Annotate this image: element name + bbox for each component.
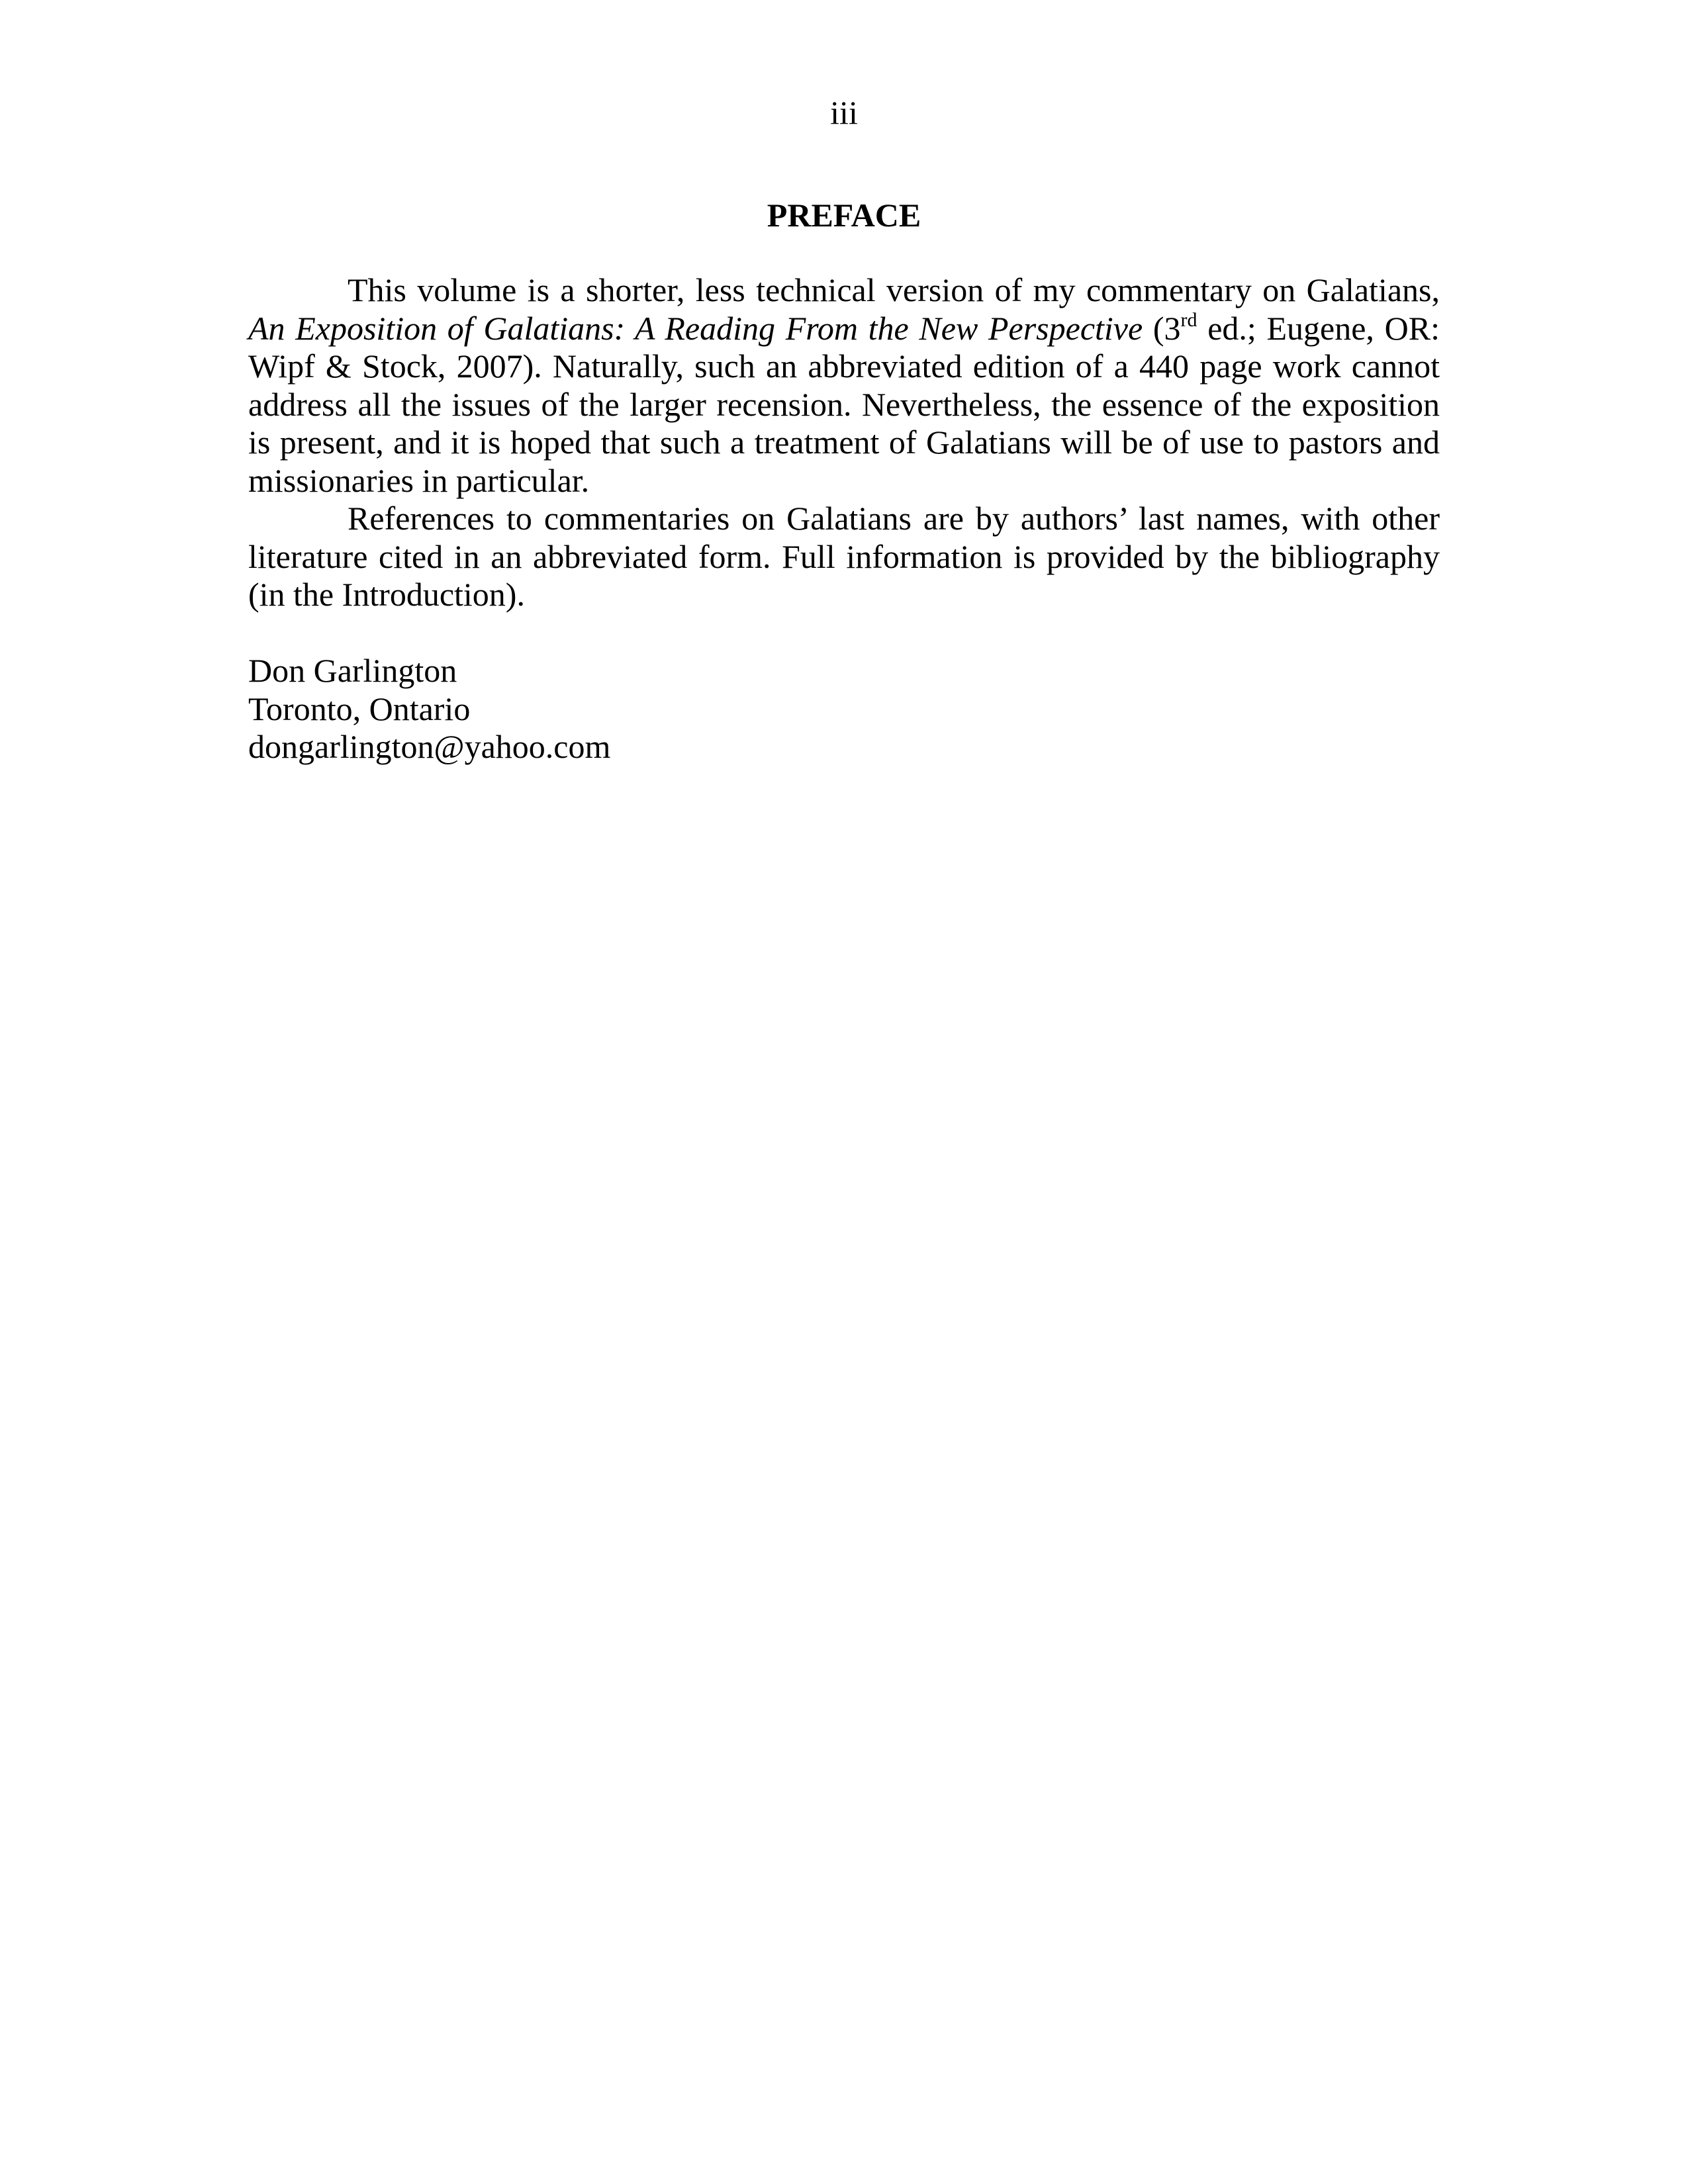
paragraph-1-text-end: ed.; Eugene, OR: Wipf & Stock, 2007). Naturally, such an abbreviated edition of a 440 page work cannot address all the issues of the larger recension. Nevertheless, the essence of the exposition is present, and it is hoped that such a treatment of Galatians will be of use to pastors and missionaries in particular. <box>248 309 1440 499</box>
paragraph-1-text-edition: (3 <box>1143 309 1181 347</box>
author-email: dongarlington@yahoo.com <box>248 728 611 765</box>
paragraph-1 <box>248 271 1440 500</box>
page-number: iii <box>830 94 858 131</box>
author-location: Toronto, Ontario <box>248 690 471 727</box>
ordinal-superscript: rd <box>1180 308 1197 331</box>
paragraph-2: References to commentaries on Galatians are by authors’ last names, with other literature cited in an abbreviated form. Full information is provided by the bibliography (in the Introduction). <box>248 500 1440 613</box>
author-name: Don Garlington <box>248 652 457 689</box>
signature-block <box>248 652 1440 766</box>
book-title: An Exposition of Galatians: A Reading From the New Perspective <box>248 309 1143 347</box>
preface-body <box>248 271 1440 766</box>
page-heading: PREFACE <box>767 197 921 234</box>
paragraph-1-text-start: This volume is a shorter, less technical version of my commentary on Galatians, <box>348 271 1440 308</box>
